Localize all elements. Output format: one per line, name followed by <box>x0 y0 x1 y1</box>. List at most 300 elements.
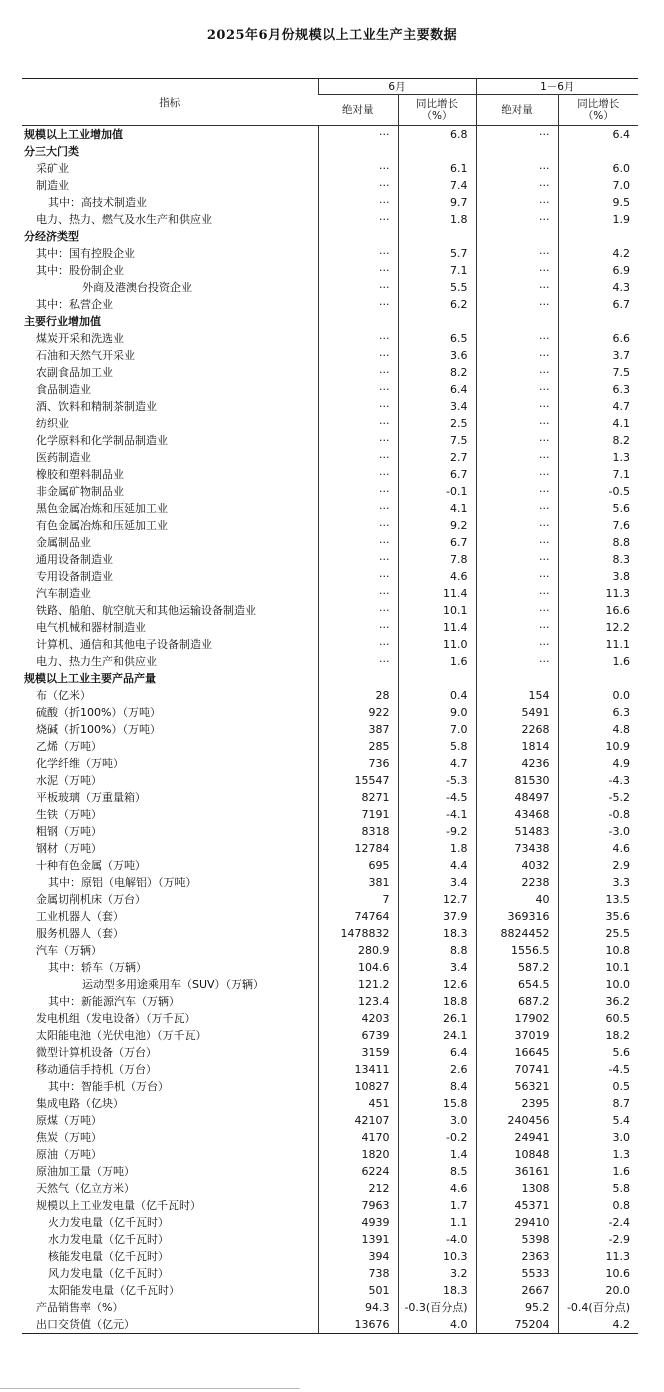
row-label: 铁路、船舶、航空航天和其他运输设备制造业 <box>36 604 256 617</box>
table-row <box>22 517 638 534</box>
janjun-absolute-cell: ··· <box>476 568 558 585</box>
june-absolute-cell: ··· <box>318 551 398 568</box>
janjun-yoy-cell: 13.5 <box>558 891 638 908</box>
row-label: 水泥（万吨） <box>36 774 102 787</box>
janjun-absolute-cell: ··· <box>476 483 558 500</box>
janjun-absolute-cell: ··· <box>476 160 558 177</box>
table-row <box>22 1248 638 1265</box>
june-yoy-cell: 3.4 <box>398 398 476 415</box>
row-label: 硫酸（折100%）（万吨） <box>36 706 161 719</box>
header-yoy-label: 同比增长 <box>416 98 458 110</box>
june-absolute-cell <box>318 228 398 245</box>
june-absolute-cell: ··· <box>318 262 398 279</box>
june-absolute-cell: ··· <box>318 126 398 144</box>
table-row <box>22 398 638 415</box>
june-absolute-cell: 13411 <box>318 1061 398 1078</box>
june-yoy-cell: 1.1 <box>398 1214 476 1231</box>
row-label: 出口交货值（亿元） <box>36 1318 135 1331</box>
table-row <box>22 466 638 483</box>
janjun-yoy-cell: 1.6 <box>558 653 638 670</box>
janjun-absolute-cell: 24941 <box>476 1129 558 1146</box>
table-row <box>22 891 638 908</box>
janjun-yoy-cell: 60.5 <box>558 1010 638 1027</box>
table-row <box>22 449 638 466</box>
june-absolute-cell: ··· <box>318 619 398 636</box>
june-absolute-cell: ··· <box>318 245 398 262</box>
janjun-absolute-cell: ··· <box>476 177 558 194</box>
row-label: 布（亿米） <box>36 689 91 702</box>
table-row <box>22 840 638 857</box>
janjun-yoy-cell: 10.1 <box>558 959 638 976</box>
table-row <box>22 160 638 177</box>
janjun-yoy-cell: -5.2 <box>558 789 638 806</box>
janjun-yoy-cell <box>558 670 638 687</box>
june-absolute-cell: 42107 <box>318 1112 398 1129</box>
janjun-yoy-cell: 20.0 <box>558 1282 638 1299</box>
june-absolute-cell: 387 <box>318 721 398 738</box>
row-label: 乙烯（万吨） <box>36 740 102 753</box>
row-label: 规模以上工业发电量（亿千瓦时） <box>36 1199 201 1212</box>
janjun-absolute-cell: 37019 <box>476 1027 558 1044</box>
janjun-yoy-cell: -4.3 <box>558 772 638 789</box>
june-absolute-cell: 8318 <box>318 823 398 840</box>
june-absolute-cell: ··· <box>318 534 398 551</box>
june-yoy-cell: 12.7 <box>398 891 476 908</box>
row-label: 农副食品加工业 <box>36 366 113 379</box>
header-jan-jun: 1－6月 <box>476 79 638 95</box>
janjun-yoy-cell: 12.2 <box>558 619 638 636</box>
janjun-yoy-cell: 5.8 <box>558 1180 638 1197</box>
table-row <box>22 925 638 942</box>
janjun-yoy-cell: 0.8 <box>558 1197 638 1214</box>
row-label: 原煤（万吨） <box>36 1114 102 1127</box>
june-yoy-cell: 3.4 <box>398 874 476 891</box>
june-absolute-cell: ··· <box>318 330 398 347</box>
janjun-absolute-cell <box>476 228 558 245</box>
row-label: 工业机器人（套） <box>36 910 124 923</box>
june-absolute-cell: 212 <box>318 1180 398 1197</box>
janjun-yoy-cell: 6.6 <box>558 330 638 347</box>
june-yoy-cell: 1.8 <box>398 840 476 857</box>
table-row <box>22 1146 638 1163</box>
june-absolute-cell: 28 <box>318 687 398 704</box>
june-absolute-cell: ··· <box>318 500 398 517</box>
june-yoy-cell: 5.8 <box>398 738 476 755</box>
janjun-yoy-cell: 4.2 <box>558 1316 638 1334</box>
janjun-yoy-cell: 6.9 <box>558 262 638 279</box>
header-janjun-absolute: 绝对量 <box>476 95 558 126</box>
janjun-absolute-cell <box>476 143 558 160</box>
janjun-absolute-cell: 81530 <box>476 772 558 789</box>
janjun-yoy-cell: 6.3 <box>558 704 638 721</box>
janjun-yoy-cell: -3.0 <box>558 823 638 840</box>
row-label: 其中：股份制企业 <box>36 264 124 277</box>
june-absolute-cell: 1478832 <box>318 925 398 942</box>
janjun-yoy-cell: 11.1 <box>558 636 638 653</box>
janjun-yoy-cell: 10.8 <box>558 942 638 959</box>
janjun-yoy-cell: 7.6 <box>558 517 638 534</box>
row-label: 石油和天然气开采业 <box>36 349 135 362</box>
table-row <box>22 738 638 755</box>
june-yoy-cell: 7.1 <box>398 262 476 279</box>
janjun-yoy-cell: 3.8 <box>558 568 638 585</box>
table-row <box>22 568 638 585</box>
janjun-yoy-cell: -0.5 <box>558 483 638 500</box>
janjun-yoy-cell: 6.3 <box>558 381 638 398</box>
janjun-yoy-cell: 8.2 <box>558 432 638 449</box>
janjun-yoy-cell: 1.6 <box>558 1163 638 1180</box>
june-absolute-cell: ··· <box>318 415 398 432</box>
janjun-yoy-cell: 4.7 <box>558 398 638 415</box>
june-yoy-cell: -0.3(百分点) <box>398 1299 476 1316</box>
janjun-absolute-cell: 4236 <box>476 755 558 772</box>
june-absolute-cell <box>318 143 398 160</box>
row-label: 化学纤维（万吨） <box>36 757 124 770</box>
table-row <box>22 806 638 823</box>
janjun-yoy-cell: 5.4 <box>558 1112 638 1129</box>
row-label: 烧碱（折100%）（万吨） <box>36 723 161 736</box>
janjun-absolute-cell: 36161 <box>476 1163 558 1180</box>
row-label: 太阳能发电量（亿千瓦时） <box>48 1284 180 1297</box>
june-yoy-cell: 8.8 <box>398 942 476 959</box>
june-yoy-cell: 6.5 <box>398 330 476 347</box>
june-yoy-cell: 4.6 <box>398 568 476 585</box>
row-label: 火力发电量（亿千瓦时） <box>48 1216 169 1229</box>
june-absolute-cell: ··· <box>318 381 398 398</box>
janjun-absolute-cell: ··· <box>476 619 558 636</box>
june-yoy-cell: 18.8 <box>398 993 476 1010</box>
june-yoy-cell: 5.5 <box>398 279 476 296</box>
table-row <box>22 194 638 211</box>
row-label: 分三大门类 <box>24 145 79 158</box>
june-absolute-cell: 4203 <box>318 1010 398 1027</box>
janjun-yoy-cell: 7.5 <box>558 364 638 381</box>
table-row <box>22 1316 638 1334</box>
table-row <box>22 432 638 449</box>
janjun-absolute-cell: ··· <box>476 194 558 211</box>
janjun-absolute-cell: ··· <box>476 347 558 364</box>
page-title: 2025年6月份规模以上工业生产主要数据 <box>206 28 458 43</box>
row-label: 其中：智能手机（万台） <box>48 1080 169 1093</box>
row-label: 橡胶和塑料制品业 <box>36 468 124 481</box>
june-absolute-cell: ··· <box>318 279 398 296</box>
janjun-yoy-cell: 10.6 <box>558 1265 638 1282</box>
table-row <box>22 874 638 891</box>
table-row <box>22 262 638 279</box>
june-yoy-cell: 9.0 <box>398 704 476 721</box>
janjun-absolute-cell: 17902 <box>476 1010 558 1027</box>
table-row <box>22 585 638 602</box>
row-label: 其中：原铝（电解铝）（万吨） <box>48 876 197 889</box>
june-yoy-cell: 15.8 <box>398 1095 476 1112</box>
table-row <box>22 993 638 1010</box>
table-row <box>22 245 638 262</box>
table-row <box>22 211 638 228</box>
row-label: 外商及港澳台投资企业 <box>82 281 192 294</box>
june-yoy-cell: 9.2 <box>398 517 476 534</box>
table-row <box>22 1010 638 1027</box>
janjun-absolute-cell: ··· <box>476 534 558 551</box>
june-yoy-cell: 37.9 <box>398 908 476 925</box>
table-row <box>22 483 638 500</box>
janjun-absolute-cell: 5398 <box>476 1231 558 1248</box>
janjun-yoy-cell: 36.2 <box>558 993 638 1010</box>
table-row <box>22 1282 638 1299</box>
june-absolute-cell: 695 <box>318 857 398 874</box>
june-absolute-cell: ··· <box>318 194 398 211</box>
june-yoy-cell: 3.6 <box>398 347 476 364</box>
janjun-yoy-cell: 0.0 <box>558 687 638 704</box>
janjun-absolute-cell: ··· <box>476 262 558 279</box>
janjun-yoy-cell <box>558 313 638 330</box>
table-row <box>22 364 638 381</box>
june-yoy-cell: 4.7 <box>398 755 476 772</box>
janjun-absolute-cell: ··· <box>476 653 558 670</box>
janjun-yoy-cell: 6.4 <box>558 126 638 144</box>
row-label: 其中：轿车（万辆） <box>48 961 147 974</box>
janjun-yoy-cell: 4.6 <box>558 840 638 857</box>
table-row <box>22 1163 638 1180</box>
janjun-absolute-cell: ··· <box>476 551 558 568</box>
janjun-yoy-cell: 6.0 <box>558 160 638 177</box>
table-row <box>22 908 638 925</box>
june-absolute-cell: 6224 <box>318 1163 398 1180</box>
janjun-yoy-cell: 0.5 <box>558 1078 638 1095</box>
june-yoy-cell: 6.8 <box>398 126 476 144</box>
header-indicator: 指标 <box>22 79 318 126</box>
row-label: 规模以上工业主要产品产量 <box>24 672 156 685</box>
table-row <box>22 857 638 874</box>
june-yoy-cell: 11.0 <box>398 636 476 653</box>
june-absolute-cell: 285 <box>318 738 398 755</box>
table-row <box>22 670 638 687</box>
june-absolute-cell: ··· <box>318 296 398 313</box>
june-yoy-cell: 4.0 <box>398 1316 476 1334</box>
june-absolute-cell: ··· <box>318 177 398 194</box>
june-absolute-cell: ··· <box>318 636 398 653</box>
june-absolute-cell: 1820 <box>318 1146 398 1163</box>
header-janjun-yoy <box>558 95 638 126</box>
row-label: 十种有色金属（万吨） <box>36 859 146 872</box>
june-absolute-cell: ··· <box>318 653 398 670</box>
june-yoy-cell <box>398 143 476 160</box>
header-yoy-unit: （%） <box>582 110 614 122</box>
june-absolute-cell: 7 <box>318 891 398 908</box>
janjun-absolute-cell: 10848 <box>476 1146 558 1163</box>
table-row <box>22 279 638 296</box>
june-yoy-cell: 7.0 <box>398 721 476 738</box>
janjun-yoy-cell: 7.0 <box>558 177 638 194</box>
janjun-yoy-cell <box>558 143 638 160</box>
row-label: 太阳能电池（光伏电池）（万千瓦） <box>36 1029 207 1042</box>
june-absolute-cell: 280.9 <box>318 942 398 959</box>
janjun-absolute-cell: 51483 <box>476 823 558 840</box>
june-absolute-cell: 8271 <box>318 789 398 806</box>
june-yoy-cell: -0.2 <box>398 1129 476 1146</box>
june-absolute-cell: 922 <box>318 704 398 721</box>
janjun-absolute-cell: ··· <box>476 602 558 619</box>
table-row <box>22 823 638 840</box>
table-row <box>22 789 638 806</box>
row-label: 运动型多用途乘用车（SUV）（万辆） <box>82 978 265 991</box>
row-label: 其中：私营企业 <box>36 298 113 311</box>
table-row <box>22 1180 638 1197</box>
janjun-yoy-cell: 4.9 <box>558 755 638 772</box>
june-yoy-cell: 8.4 <box>398 1078 476 1095</box>
row-label: 电力、热力生产和供应业 <box>36 655 157 668</box>
janjun-yoy-cell: 25.5 <box>558 925 638 942</box>
row-label: 通用设备制造业 <box>36 553 113 566</box>
june-absolute-cell: 4939 <box>318 1214 398 1231</box>
table-row <box>22 500 638 517</box>
june-yoy-cell: -4.5 <box>398 789 476 806</box>
table-row <box>22 1027 638 1044</box>
june-yoy-cell: 1.8 <box>398 211 476 228</box>
janjun-yoy-cell: 8.7 <box>558 1095 638 1112</box>
june-yoy-cell: 7.8 <box>398 551 476 568</box>
june-yoy-cell: 12.6 <box>398 976 476 993</box>
table-row <box>22 296 638 313</box>
june-absolute-cell: 501 <box>318 1282 398 1299</box>
janjun-absolute-cell: ··· <box>476 126 558 144</box>
janjun-yoy-cell: 11.3 <box>558 585 638 602</box>
row-label: 集成电路（亿块） <box>36 1097 124 1110</box>
row-label: 移动通信手持机（万台） <box>36 1063 157 1076</box>
table-row <box>22 313 638 330</box>
row-label: 汽车（万辆） <box>36 944 102 957</box>
june-yoy-cell: 10.3 <box>398 1248 476 1265</box>
table-row <box>22 228 638 245</box>
table-row <box>22 551 638 568</box>
june-absolute-cell: 123.4 <box>318 993 398 1010</box>
row-label: 核能发电量（亿千瓦时） <box>48 1250 169 1263</box>
janjun-absolute-cell: 70741 <box>476 1061 558 1078</box>
june-yoy-cell <box>398 313 476 330</box>
june-absolute-cell: 12784 <box>318 840 398 857</box>
janjun-absolute-cell: ··· <box>476 466 558 483</box>
table-row <box>22 1044 638 1061</box>
janjun-absolute-cell: ··· <box>476 500 558 517</box>
june-absolute-cell: ··· <box>318 585 398 602</box>
june-yoy-cell: 6.1 <box>398 160 476 177</box>
janjun-absolute-cell <box>476 313 558 330</box>
janjun-absolute-cell: 43468 <box>476 806 558 823</box>
june-absolute-cell: 1391 <box>318 1231 398 1248</box>
table-row <box>22 755 638 772</box>
janjun-yoy-cell: -0.8 <box>558 806 638 823</box>
june-yoy-cell: -0.1 <box>398 483 476 500</box>
janjun-yoy-cell: 4.2 <box>558 245 638 262</box>
table-row <box>22 330 638 347</box>
june-yoy-cell: 18.3 <box>398 925 476 942</box>
janjun-yoy-cell: -4.5 <box>558 1061 638 1078</box>
june-absolute-cell: ··· <box>318 160 398 177</box>
footer-divider <box>0 1388 300 1389</box>
row-label: 制造业 <box>36 179 69 192</box>
janjun-absolute-cell: 2363 <box>476 1248 558 1265</box>
june-absolute-cell: ··· <box>318 364 398 381</box>
june-absolute-cell: 6739 <box>318 1027 398 1044</box>
table-row <box>22 1214 638 1231</box>
june-yoy-cell: 6.2 <box>398 296 476 313</box>
janjun-yoy-cell: -2.9 <box>558 1231 638 1248</box>
row-label: 规模以上工业增加值 <box>24 128 123 141</box>
janjun-absolute-cell: 73438 <box>476 840 558 857</box>
header-june-yoy <box>398 95 476 126</box>
row-label: 医药制造业 <box>36 451 91 464</box>
june-yoy-cell: 18.3 <box>398 1282 476 1299</box>
janjun-yoy-cell: 1.9 <box>558 211 638 228</box>
janjun-absolute-cell: 5491 <box>476 704 558 721</box>
header-june: 6月 <box>318 79 476 95</box>
june-yoy-cell: -4.0 <box>398 1231 476 1248</box>
janjun-absolute-cell: 654.5 <box>476 976 558 993</box>
row-label: 非金属矿物制品业 <box>36 485 124 498</box>
june-yoy-cell: 1.7 <box>398 1197 476 1214</box>
row-label: 主要行业增加值 <box>24 315 101 328</box>
table-row <box>22 1078 638 1095</box>
row-label: 焦炭（万吨） <box>36 1131 102 1144</box>
janjun-yoy-cell: 1.3 <box>558 1146 638 1163</box>
janjun-absolute-cell: ··· <box>476 517 558 534</box>
table-header <box>22 79 638 126</box>
june-yoy-cell: 4.1 <box>398 500 476 517</box>
janjun-absolute-cell: ··· <box>476 449 558 466</box>
table-row <box>22 415 638 432</box>
janjun-yoy-cell: 4.1 <box>558 415 638 432</box>
june-absolute-cell: 7191 <box>318 806 398 823</box>
janjun-absolute-cell: 56321 <box>476 1078 558 1095</box>
janjun-absolute-cell: 2667 <box>476 1282 558 1299</box>
row-label: 汽车制造业 <box>36 587 91 600</box>
janjun-absolute-cell: 1814 <box>476 738 558 755</box>
june-yoy-cell: 1.6 <box>398 653 476 670</box>
row-label: 其中：新能源汽车（万辆） <box>48 995 180 1008</box>
janjun-absolute-cell: 2238 <box>476 874 558 891</box>
table-row <box>22 653 638 670</box>
table-row <box>22 1299 638 1316</box>
june-absolute-cell: ··· <box>318 432 398 449</box>
header-yoy-label: 同比增长 <box>577 98 620 110</box>
june-yoy-cell: 7.4 <box>398 177 476 194</box>
june-absolute-cell: 94.3 <box>318 1299 398 1316</box>
janjun-absolute-cell: 587.2 <box>476 959 558 976</box>
janjun-yoy-cell: 10.9 <box>558 738 638 755</box>
janjun-absolute-cell: ··· <box>476 432 558 449</box>
janjun-yoy-cell: 18.2 <box>558 1027 638 1044</box>
row-label: 分经济类型 <box>24 230 79 243</box>
june-yoy-cell: -4.1 <box>398 806 476 823</box>
june-absolute-cell <box>318 313 398 330</box>
header-june-absolute: 绝对量 <box>318 95 398 126</box>
june-absolute-cell: 451 <box>318 1095 398 1112</box>
janjun-yoy-cell: -2.4 <box>558 1214 638 1231</box>
june-yoy-cell: 11.4 <box>398 619 476 636</box>
row-label: 生铁（万吨） <box>36 808 102 821</box>
janjun-yoy-cell: 6.7 <box>558 296 638 313</box>
row-label: 计算机、通信和其他电子设备制造业 <box>36 638 212 651</box>
row-label: 产品销售率（%） <box>36 1301 124 1314</box>
june-yoy-cell: 6.4 <box>398 381 476 398</box>
janjun-yoy-cell <box>558 228 638 245</box>
row-label: 其中：高技术制造业 <box>48 196 147 209</box>
june-yoy-cell: 3.4 <box>398 959 476 976</box>
janjun-absolute-cell: 369316 <box>476 908 558 925</box>
june-yoy-cell: 8.5 <box>398 1163 476 1180</box>
table-row <box>22 687 638 704</box>
janjun-absolute-cell: 95.2 <box>476 1299 558 1316</box>
table-row <box>22 619 638 636</box>
